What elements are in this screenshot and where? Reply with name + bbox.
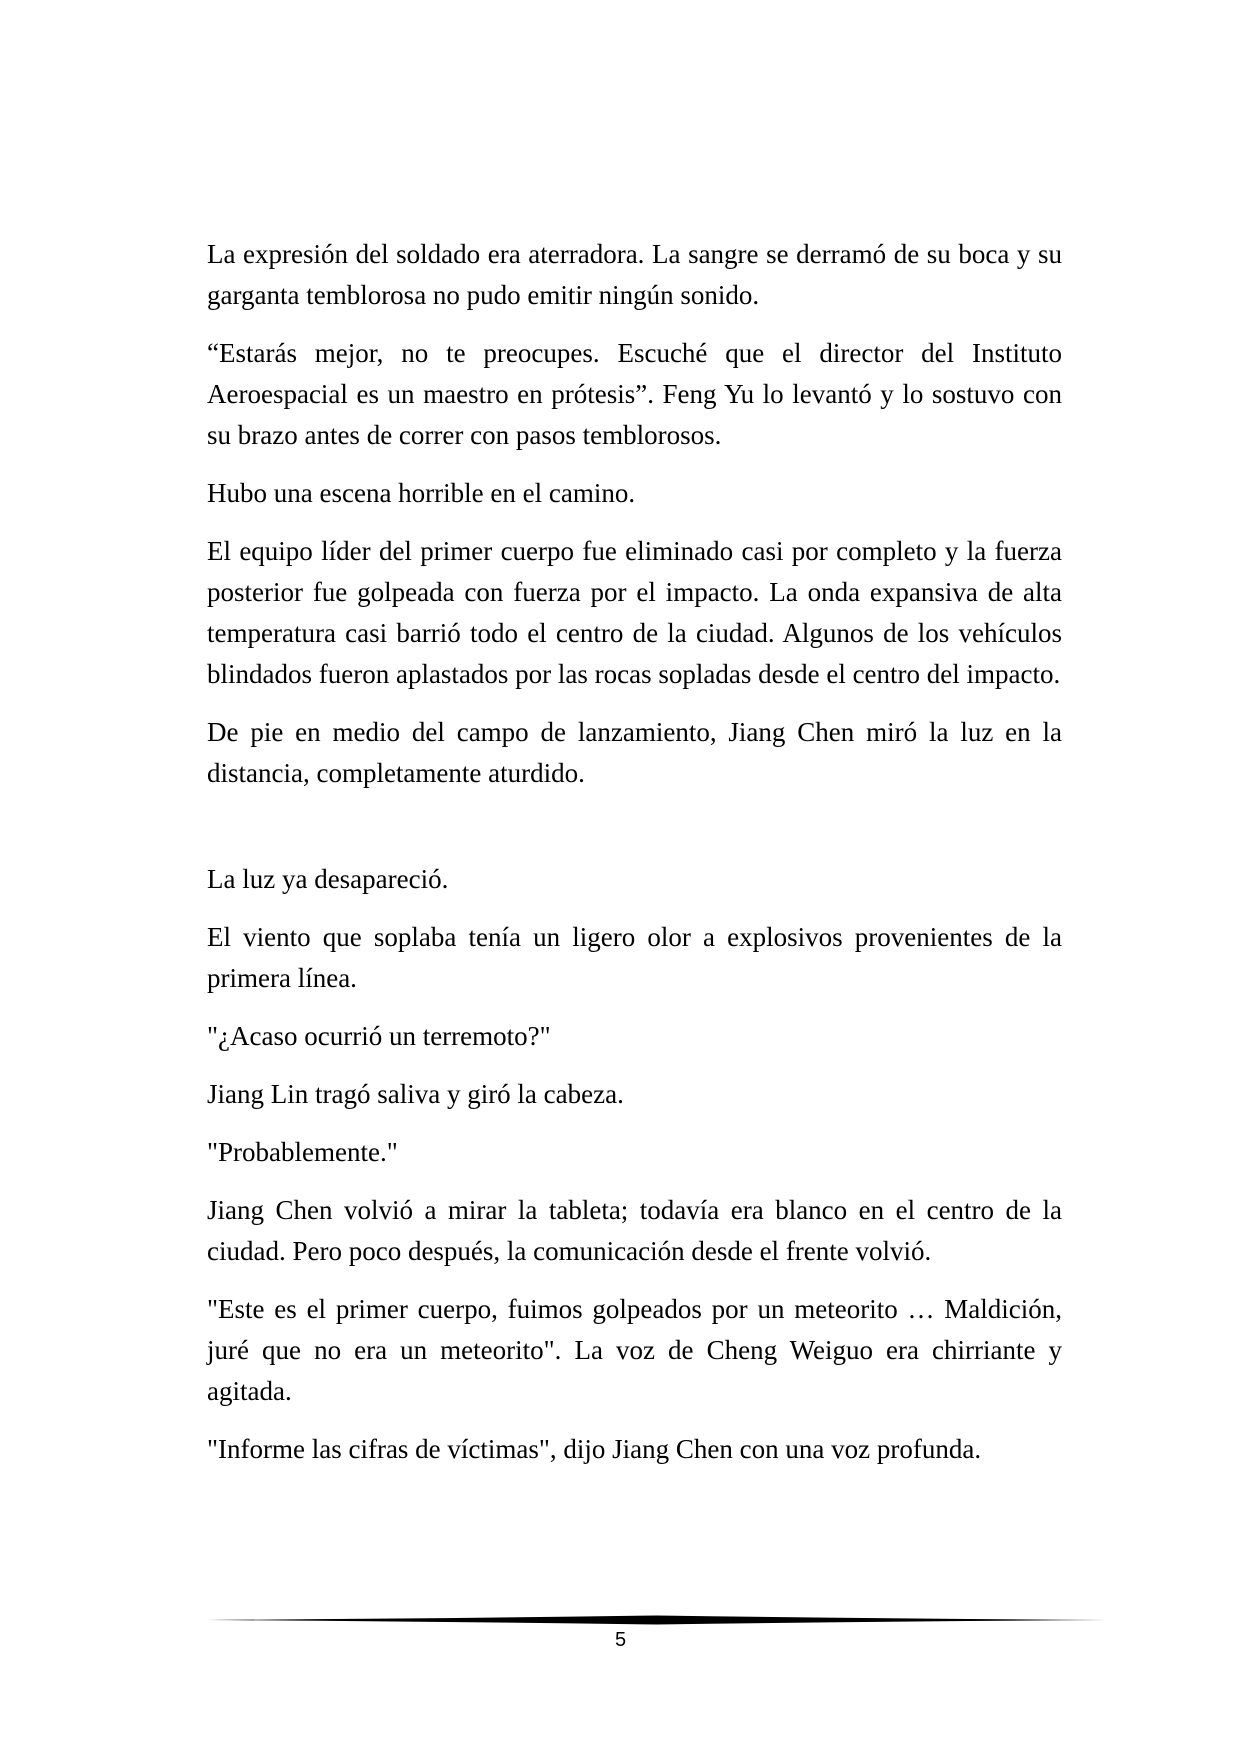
- paragraph: Hubo una escena horrible en el camino.: [207, 478, 636, 508]
- paragraph: De pie en medio del campo de lanzamiento, Jiang Chen miró la luz en la distancia, completamente aturdido.: [207, 717, 1062, 788]
- paragraph: Jiang Chen volvió a mirar la tableta; todavía era blanco en el centro de la ciudad. Pero poco después, la comunicación desde el frente volvió.: [207, 1195, 1062, 1266]
- paragraph: La expresión del soldado era aterradora. La sangre se derramó de su boca y su garganta temblorosa no pudo emitir ningún sonido.: [207, 239, 1062, 310]
- paragraph: “Estarás mejor, no te preocupes. Escuché que el director del Instituto Aeroespacial es un maestro en prótesis”. Feng Yu lo levantó y lo sostuvo con su brazo antes de correr con pasos temblorosos.: [207, 338, 1062, 450]
- paragraph: "Este es el primer cuerpo, fuimos golpeados por un meteorito … Maldición, juré que no era un meteorito". La voz de Cheng Weiguo era chirriante y agitada.: [207, 1294, 1062, 1406]
- page-number: 5: [614, 1629, 627, 1651]
- paragraph: Jiang Lin tragó saliva y giró la cabeza.: [207, 1079, 624, 1109]
- paragraph: "Probablemente.": [207, 1137, 398, 1167]
- paragraph: El viento que soplaba tenía un ligero olor a explosivos provenientes de la primera línea.: [207, 922, 1062, 993]
- paragraph: "¿Acaso ocurrió un terremoto?": [207, 1021, 551, 1051]
- paragraph: "Informe las cifras de víctimas", dijo Jiang Chen con una voz profunda.: [207, 1434, 982, 1464]
- paragraph: El equipo líder del primer cuerpo fue eliminado casi por completo y la fuerza posterior fue golpeada con fuerza por el impacto. La onda expansiva de alta temperatura casi barrió todo el centro de la ciudad. Algunos de los vehículos blindados fueron aplastados por las rocas sopladas desde el centro del impacto.: [207, 536, 1062, 689]
- paragraph: La luz ya desapareció.: [207, 864, 449, 894]
- section-break: [207, 811, 1062, 859]
- footer-divider: [207, 1614, 1107, 1626]
- page-body: [207, 234, 1062, 1487]
